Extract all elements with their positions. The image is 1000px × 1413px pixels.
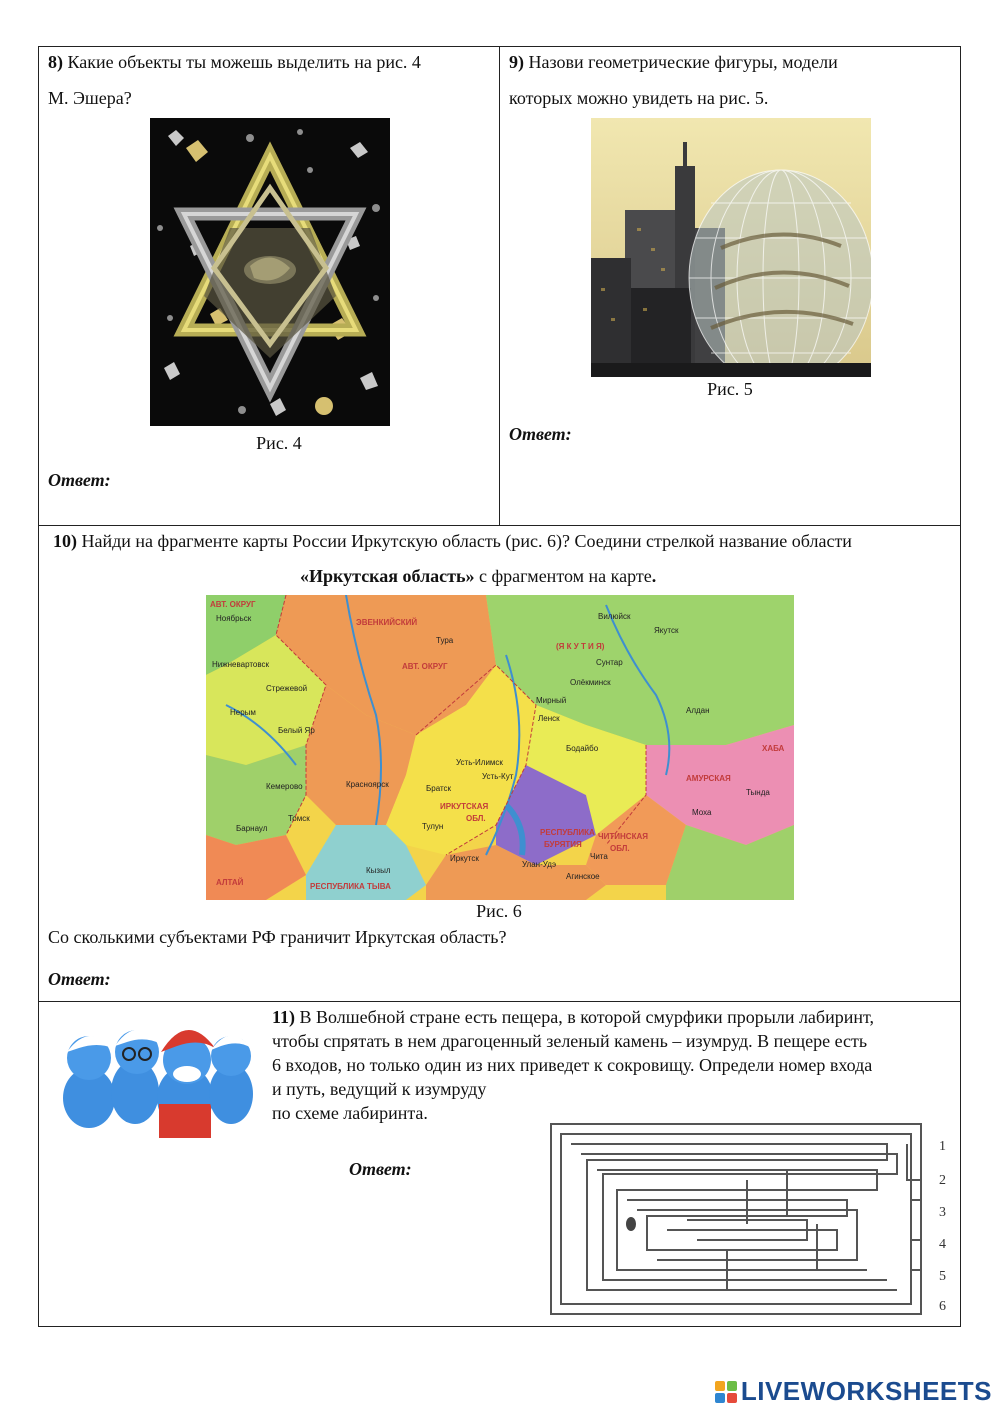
question-8-text: 8) Какие объекты ты можешь выделить на рис. 4 xyxy=(48,52,421,72)
region-name-irkutsk: «Иркутская область» xyxy=(300,566,475,586)
map-label: ЧИТИНСКАЯ xyxy=(598,832,648,841)
smurfs-image xyxy=(49,1008,261,1148)
logo-square xyxy=(715,1381,725,1391)
logo-square xyxy=(727,1381,737,1391)
question-9-number: 9) xyxy=(509,52,524,72)
map-label: Вилюйск xyxy=(598,612,631,621)
map-label: Олёкминск xyxy=(570,678,611,687)
map-label: Нерым xyxy=(230,708,256,717)
map-label: Ноябрьск xyxy=(216,614,252,623)
map-label: Стрежевой xyxy=(266,684,308,693)
map-label: РЕСПУБЛИКА xyxy=(540,828,595,837)
map-label: ИРКУТСКАЯ xyxy=(440,802,489,811)
question-11-text-line3: 6 входов, но только один из них приведет к сокровищу. Определи номер входа xyxy=(272,1055,873,1075)
map-label: Мирный xyxy=(536,696,567,705)
labyrinth-image xyxy=(547,1120,957,1322)
question-11-cell xyxy=(38,1001,961,1327)
map-label: Алдан xyxy=(686,706,710,715)
map-label: Бодайбо xyxy=(566,744,599,753)
question-11-answer-label: Ответ: xyxy=(349,1159,412,1179)
entrance-6-label: 6 xyxy=(939,1299,946,1314)
map-label: РЕСПУБЛИКА ТЫВА xyxy=(310,882,391,891)
figure-6-caption: Рис. 6 xyxy=(476,901,522,921)
question-9-cell xyxy=(499,46,961,526)
question-10-text-line2: «Иркутская область» с фрагментом на карте. xyxy=(300,566,657,586)
question-8-cell xyxy=(38,46,500,526)
map-label: Улан-Удэ xyxy=(522,860,557,869)
liveworksheets-logo[interactable] xyxy=(715,1376,992,1407)
map-label: Иркутск xyxy=(450,854,479,863)
map-label: Якутск xyxy=(654,626,679,635)
question-9-text: 9) Назови геометрические фигуры, модели xyxy=(509,52,838,72)
map-label: Агинское xyxy=(566,872,600,881)
labyrinth-drawing xyxy=(547,1120,957,1322)
figure-5-caption: Рис. 5 xyxy=(707,379,753,399)
figure-4-caption: Рис. 4 xyxy=(256,433,302,453)
escher-stars-drawing xyxy=(150,118,390,426)
question-11-number: 11) xyxy=(272,1007,296,1027)
map-label: АВТ. ОКРУГ xyxy=(402,662,448,671)
question-11-text-line5: по схеме лабиринта. xyxy=(272,1103,428,1123)
entrance-2-label: 2 xyxy=(939,1173,946,1188)
map-label: Усть-Илимск xyxy=(456,758,503,767)
question-10-text: 10) Найди на фрагменте карты России Иркутскую область (рис. 6)? Соедини стрелкой название области xyxy=(53,531,852,551)
sphere-drawing xyxy=(591,118,871,377)
question-9-answer-label: Ответ: xyxy=(509,424,572,444)
question-8-answer-label: Ответ: xyxy=(48,470,111,490)
map-label: Нижневартовск xyxy=(212,660,270,669)
smurfs-drawing xyxy=(49,1008,261,1148)
entrance-1-label: 1 xyxy=(939,1139,946,1154)
map-label: ЭВЕНКИЙСКИЙ xyxy=(356,618,418,627)
logo-square xyxy=(715,1393,725,1403)
liveworksheets-logo-text: LIVEWORKSHEETS xyxy=(740,1376,992,1406)
map-label: АВТ. ОКРУГ xyxy=(210,600,256,609)
liveworksheets-logo-icon xyxy=(715,1381,737,1403)
map-label: Ленск xyxy=(538,714,560,723)
map-label: Братск xyxy=(426,784,452,793)
map-label: ОБЛ. xyxy=(466,814,486,823)
logo-square xyxy=(727,1393,737,1403)
russia-map-fragment xyxy=(206,595,794,900)
entrance-3-label: 3 xyxy=(939,1205,946,1220)
escher-stars-image xyxy=(150,118,390,426)
question-9-text-line2: которых можно увидеть на рис. 5. xyxy=(509,88,769,108)
map-label: Кемерово xyxy=(266,782,303,791)
map-label: ОБЛ. xyxy=(610,844,630,853)
map-label: Томск xyxy=(288,814,310,823)
map-label: ХАБА xyxy=(762,744,785,753)
entrance-4-label: 4 xyxy=(939,1237,946,1252)
question-10-number: 10) xyxy=(53,531,77,551)
question-10-cell xyxy=(38,525,961,1002)
map-drawing xyxy=(206,595,794,900)
question-11-text-line2: чтобы спрятать в нем драгоценный зеленый камень – изумруд. В пещере есть xyxy=(272,1031,868,1051)
question-11-text-line4: и путь, ведущий к изумруду xyxy=(272,1079,487,1099)
map-label: Белый Яр xyxy=(278,726,315,735)
map-label: Кызыл xyxy=(366,866,391,875)
map-label: Усть-Кут xyxy=(482,772,514,781)
entrance-5-label: 5 xyxy=(939,1269,946,1284)
question-11-text-line1: 11) В Волшебной стране есть пещера, в которой смурфики прорыли лабиринт, xyxy=(272,1007,874,1027)
map-label: Тында xyxy=(746,788,770,797)
map-label: Чита xyxy=(590,852,608,861)
map-label: БУРЯТИЯ xyxy=(544,840,582,849)
map-label: Красноярск xyxy=(346,780,389,789)
question-8-text-line2: М. Эшера? xyxy=(48,88,132,108)
map-label: АМУРСКАЯ xyxy=(686,774,731,783)
map-label: Сунтар xyxy=(596,658,623,667)
map-label: Моха xyxy=(692,808,712,817)
map-label: Тулун xyxy=(422,822,444,831)
map-label: АЛТАЙ xyxy=(216,878,244,887)
question-10-border-question: Со сколькими субъектами РФ граничит Иркутская область? xyxy=(48,927,507,947)
map-label: (Я К У Т И Я) xyxy=(556,642,605,651)
question-10-answer-label: Ответ: xyxy=(48,969,111,989)
question-8-number: 8) xyxy=(48,52,63,72)
worksheet xyxy=(38,46,961,1327)
map-label: Тура xyxy=(436,636,454,645)
glass-sphere-building-image xyxy=(591,118,871,377)
map-label: Барнаул xyxy=(236,824,268,833)
